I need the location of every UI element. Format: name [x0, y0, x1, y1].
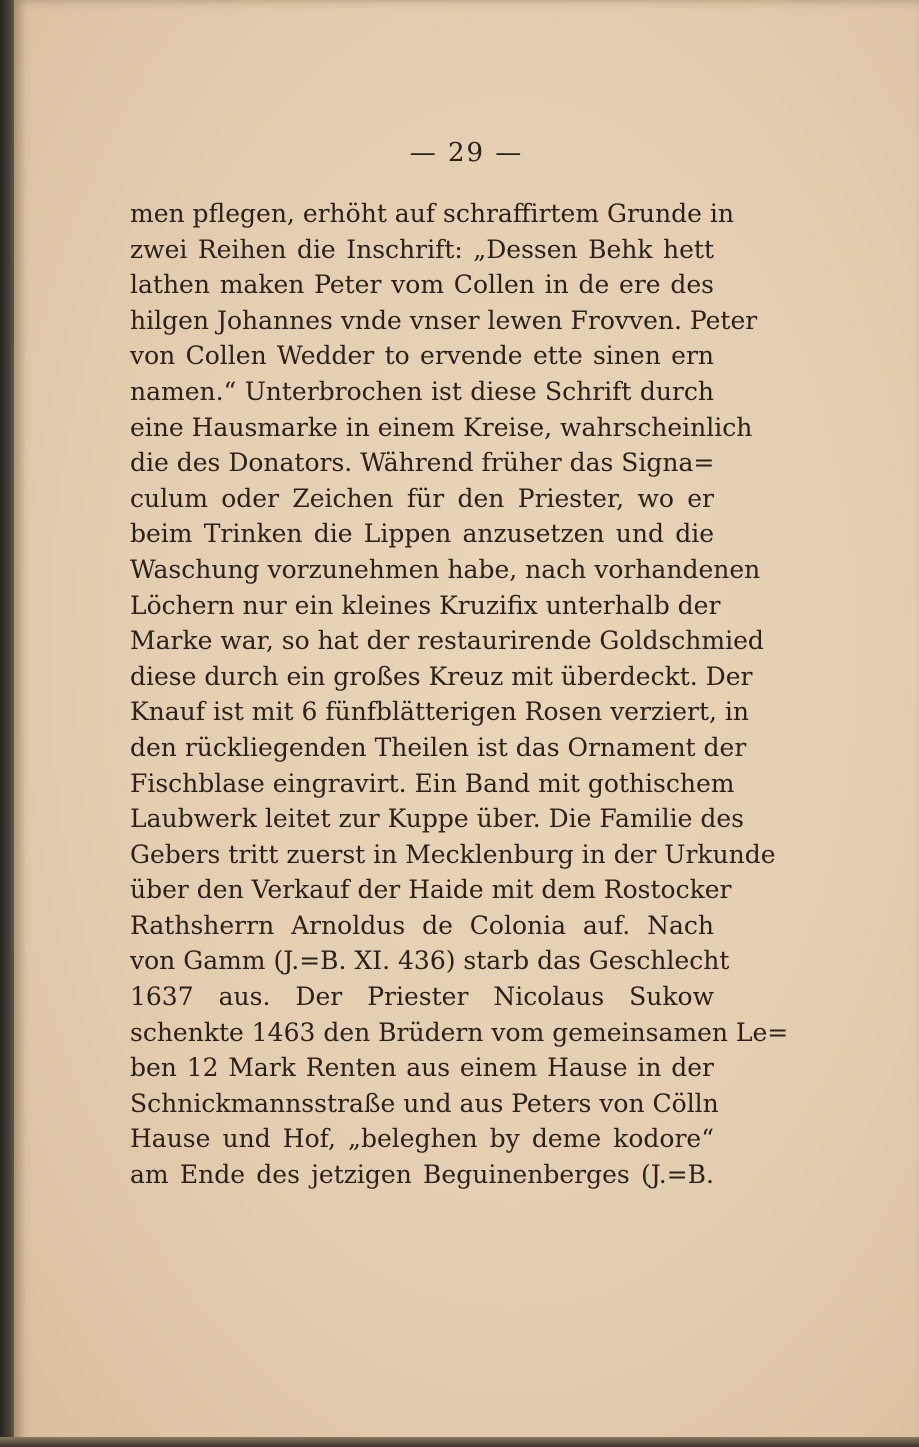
- text-line: die des Donators. Während früher das Signa=: [130, 448, 715, 478]
- text-line: Gebers tritt zuerst in Mecklenburg in der Urkunde: [130, 839, 776, 869]
- text-line: Laubwerk leitet zur Kuppe über. Die Familie des: [130, 804, 745, 834]
- book-page: [14, 0, 919, 1447]
- text-line: diese durch ein großes Kreuz mit überdeckt. Der: [130, 661, 753, 691]
- page-number: — 29 —: [409, 138, 524, 168]
- text-line: eine Hausmarke in einem Kreise, wahrscheinlich: [130, 412, 753, 442]
- text-line: von Gamm (J.=B. XI. 436) starb das Geschlecht: [130, 946, 730, 976]
- text-line: Hause und Hof, „beleghen by deme kodore“: [130, 1124, 714, 1154]
- text-line: ben 12 Mark Renten aus einem Hause in der: [130, 1053, 714, 1083]
- text-line: schenkte 1463 den Brüdern vom gemeinsamen Le=: [130, 1017, 789, 1047]
- text-line: namen.“ Unterbrochen ist diese Schrift durch: [130, 376, 714, 406]
- text-line: von Collen Wedder to ervende ette sinen ern: [130, 341, 714, 371]
- body-text: [130, 196, 789, 1193]
- text-line: Waschung vorzunehmen habe, nach vorhandenen: [130, 554, 761, 584]
- text-line: Löchern nur ein kleines Kruzifix unterhalb der: [130, 590, 721, 620]
- text-line: über den Verkauf der Haide mit dem Rostocker: [130, 875, 732, 905]
- text-line: men pflegen, erhöht auf schraffirtem Grunde in: [130, 199, 734, 228]
- text-line: zwei Reihen die Inschrift: „Dessen Behk hett: [130, 234, 714, 264]
- page-bottom-edge: [0, 1437, 919, 1447]
- text-line: beim Trinken die Lippen anzusetzen und die: [130, 519, 714, 549]
- text-line: am Ende des jetzigen Beguinenberges (J.=B.: [130, 1160, 714, 1190]
- text-line: lathen maken Peter vom Collen in de ere des: [130, 270, 714, 300]
- text-line: Marke war, so hat der restaurirende Goldschmied: [130, 626, 764, 656]
- text-line: culum oder Zeichen für den Priester, wo er: [130, 483, 714, 513]
- text-line: hilgen Johannes vnde vnser lewen Frovven. Peter: [130, 305, 758, 335]
- text-line: Fischblase eingravirt. Ein Band mit gothischem: [130, 768, 735, 798]
- text-line: Rathsherrn Arnoldus de Colonia auf. Nach: [130, 910, 714, 940]
- text-line: den rückliegenden Theilen ist das Ornament der: [130, 732, 747, 762]
- text-line: Knauf ist mit 6 fünfblätterigen Rosen verziert, in: [130, 697, 750, 727]
- text-line: 1637 aus. Der Priester Nicolaus Sukow: [130, 982, 714, 1012]
- text-line: Schnickmannsstraße und aus Peters von Cölln: [130, 1088, 719, 1118]
